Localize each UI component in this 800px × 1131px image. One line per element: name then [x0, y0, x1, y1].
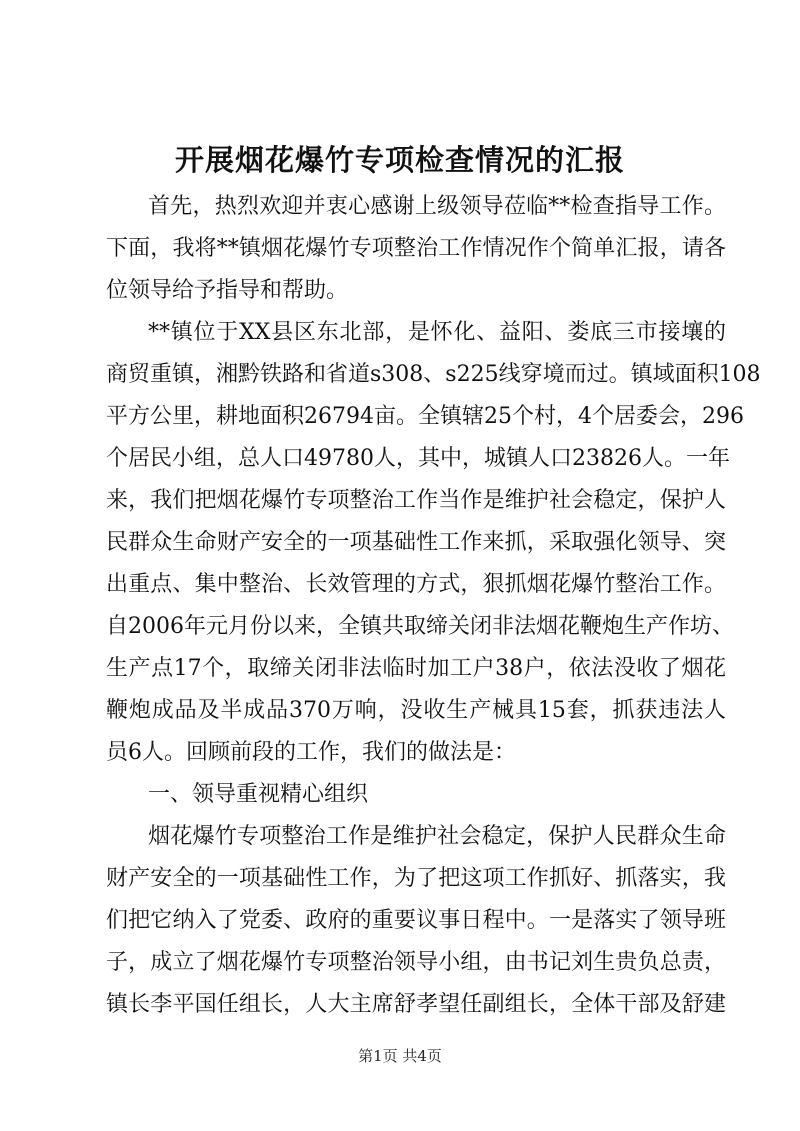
paragraph-line: 下面，我将**镇烟花爆竹专项整治工作情况作个简单汇报，请各 [106, 236, 726, 261]
paragraph-line: 镇长李平国任组长，人大主席舒孝望任副组长，全体干部及舒建 [106, 992, 726, 1017]
section-heading: 一、领导重视精心组织 [148, 782, 369, 807]
paragraph-line: **镇位于XX县区东北部，是怀化、益阳、娄底三市接壤的 [148, 320, 726, 345]
document-title: 开展烟花爆竹专项检查情况的汇报 [174, 143, 625, 177]
paragraph-line: 民群众生命财产安全的一项基础性工作来抓，采取强化领导、突 [106, 530, 726, 555]
paragraph-line: 鞭炮成品及半成品370万响，没收生产械具15套，抓获违法人 [106, 698, 726, 723]
paragraph-line: 员6人。回顾前段的工作，我们的做法是： [106, 740, 516, 765]
paragraph-line: 来，我们把烟花爆竹专项整治工作当作是维护社会稳定，保护人 [106, 488, 726, 513]
paragraph-line: 们把它纳入了党委、政府的重要议事日程中。一是落实了领导班 [106, 908, 726, 933]
paragraph-line: 出重点、集中整治、长效管理的方式，狠抓烟花爆竹整治工作。 [106, 572, 726, 597]
paragraph-line: 个居民小组，总人口49780人，其中，城镇人口23826人。一年 [106, 446, 730, 471]
paragraph-line: 子，成立了烟花爆竹专项整治领导小组，由书记刘生贵负总责， [106, 950, 726, 975]
paragraph-line: 商贸重镇，湘黔铁路和省道s308、s225线穿境而过。镇域面积108 [106, 362, 761, 387]
paragraph-line: 首先，热烈欢迎并衷心感谢上级领导莅临**检查指导工作。 [148, 194, 726, 219]
paragraph-line: 自2006年元月份以来，全镇共取缔关闭非法烟花鞭炮生产作坊、 [106, 614, 734, 639]
paragraph-line: 烟花爆竹专项整治工作是维护社会稳定，保护人民群众生命 [148, 824, 726, 849]
page-footer: 第1页 共4页 [358, 1047, 442, 1065]
paragraph-line: 生产点17个，取缔关闭非法临时加工户38户，依法没收了烟花 [106, 656, 726, 681]
paragraph-line: 位领导给予指导和帮助。 [106, 278, 349, 303]
paragraph-line: 平方公里，耕地面积26794亩。全镇辖25个村，4个居委会，296 [106, 404, 744, 429]
paragraph-line: 财产安全的一项基础性工作，为了把这项工作抓好、抓落实，我 [106, 866, 726, 891]
